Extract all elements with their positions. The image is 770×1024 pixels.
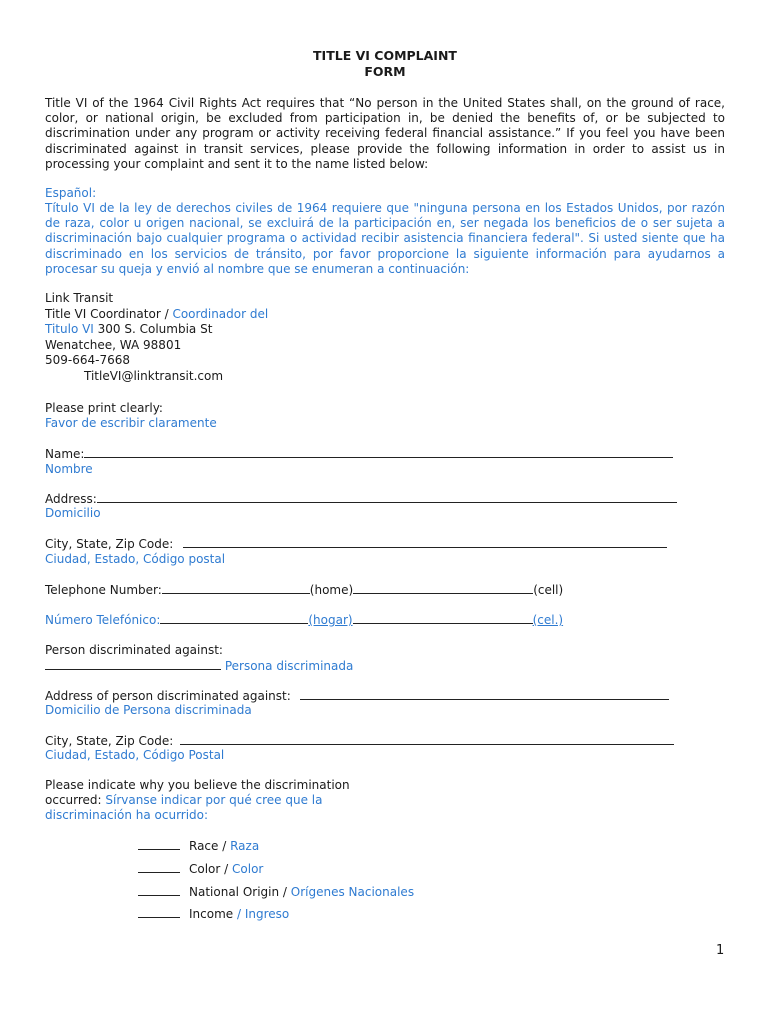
name-input-line[interactable] (84, 446, 673, 458)
person-address-input-line[interactable] (300, 688, 669, 700)
option-race (138, 838, 259, 853)
telephone-label-es: Número Telefónico: (45, 613, 161, 627)
home-label: (home) (309, 583, 354, 597)
income-label-es: / Ingreso (236, 907, 290, 921)
city-label-es: Ciudad, Estado, Código postal (45, 552, 226, 566)
contact-street: 300 S. Columbia St (93, 322, 213, 336)
city-label: City, State, Zip Code: (45, 537, 174, 551)
name-field (45, 446, 673, 461)
cell-label-es: (cel.) (532, 613, 564, 627)
telephone-label: Telephone Number: (45, 583, 162, 597)
cell-phone-input-line[interactable] (353, 582, 533, 594)
person-city-input-line[interactable] (180, 733, 674, 745)
cell-label: (cell) (533, 583, 564, 597)
name-label: Name: (45, 447, 85, 461)
reason-line2-es: Sírvanse indicar por qué cree que la (105, 793, 323, 807)
person-address-label-es: Domicilio de Persona discriminada (45, 703, 252, 717)
home-label-es: (hogar) (308, 613, 353, 627)
person-address-label: Address of person discriminated against: (45, 689, 291, 703)
intro-english: Title VI of the 1964 Civil Rights Act requires that “No person in the United States shall, on the ground of race, color, or national origin, be excluded from participation in, be denied the benefits of, or be subjected to discrimination under any program or activity receiving federal financial assistance.” If you feel you have been discriminated against in transit services, please provide the following information in order to assist us in processing your complaint and sent it to the name listed below: (45, 96, 725, 171)
telephone-field-es (45, 612, 563, 627)
person-field (45, 658, 353, 673)
print-clearly-es: Favor de escribir claramente (45, 416, 217, 430)
address-field (45, 491, 677, 506)
person-label: Person discriminated against: (45, 643, 223, 657)
page-number: 1 (716, 943, 725, 958)
address-input-line[interactable] (97, 491, 677, 503)
cell-phone-input-line-es[interactable] (353, 612, 533, 624)
race-label: Race / (189, 839, 231, 853)
national-origin-checkline[interactable] (138, 884, 180, 896)
contact-email[interactable]: TitleVI@linktransit.com (84, 369, 224, 383)
coordinator-en: Title VI Coordinator / (45, 307, 173, 321)
spanish-label: Español: (45, 186, 97, 200)
contact-city: Wenatchee, WA 98801 (45, 338, 182, 352)
reason-line3: discriminación ha ocurrido: (45, 808, 209, 822)
form-title-line2: FORM (364, 64, 406, 79)
person-city-label-es: Ciudad, Estado, Código Postal (45, 748, 225, 762)
contact-coordinator (45, 307, 268, 321)
coordinator-es: Coordinador del (172, 307, 269, 321)
name-label-es: Nombre (45, 462, 93, 476)
option-income (138, 906, 289, 921)
home-phone-input-line[interactable] (162, 582, 310, 594)
person-address-field (45, 688, 669, 703)
color-checkline[interactable] (138, 861, 180, 873)
person-city-field (45, 733, 674, 748)
income-label: Income (189, 907, 237, 921)
reason-line1: Please indicate why you believe the discrimination (45, 778, 350, 792)
color-label-es: Color (232, 862, 264, 876)
option-national-origin (138, 884, 414, 899)
race-label-es: Raza (230, 839, 260, 853)
address-label: Address: (45, 492, 97, 506)
home-phone-input-line-es[interactable] (160, 612, 308, 624)
national-origin-label: National Origin / (189, 885, 291, 899)
contact-org: Link Transit (45, 291, 114, 305)
form-title-line1: TITLE VI COMPLAINT (313, 48, 457, 63)
coordinator-es-2: Titulo VI (45, 322, 94, 336)
income-checkline[interactable] (138, 906, 180, 918)
person-label-es: Persona discriminada (224, 659, 354, 673)
intro-spanish: Título VI de la ley de derechos civiles de 1964 requiere que "ninguna persona en los Estados Unidos, por razón de raza, color u origen nacional, se excluirá de la participación en, ser negada los beneficios de o ser sujeta a discriminación bajo cualquier programa o actividad recibir asistencia financiera federal". Si usted siente que ha discriminado en los servicios de tránsito, por favor proporcione la siguiente información para ayudarnos a procesar su queja y envió al nombre que se enumeran a continuación: (45, 201, 725, 276)
address-label-es: Domicilio (45, 506, 101, 520)
race-checkline[interactable] (138, 838, 180, 850)
telephone-field (45, 582, 563, 597)
option-color (138, 861, 263, 876)
person-city-label: City, State, Zip Code: (45, 734, 174, 748)
reason-line2 (45, 793, 322, 807)
print-clearly-en: Please print clearly: (45, 401, 163, 415)
national-origin-label-es: Orígenes Nacionales (290, 885, 415, 899)
contact-street-line (45, 322, 212, 336)
reason-line2-en: occurred: (45, 793, 106, 807)
city-field (45, 536, 667, 551)
contact-phone: 509-664-7668 (45, 353, 131, 367)
person-input-line[interactable] (45, 658, 221, 670)
city-input-line[interactable] (183, 536, 667, 548)
color-label: Color / (189, 862, 233, 876)
